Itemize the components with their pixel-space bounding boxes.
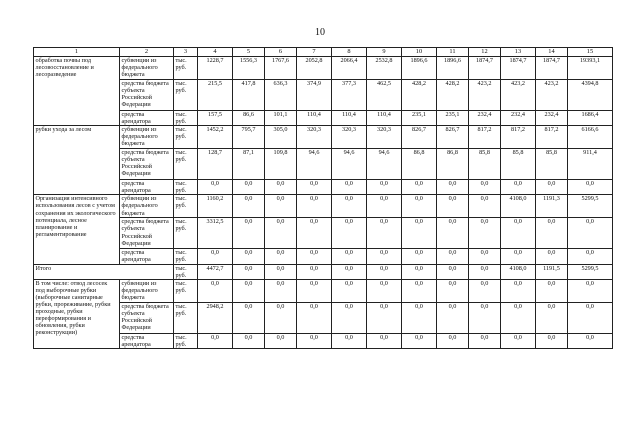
value-cell: 462,5 [367, 80, 402, 111]
value-cell: 374,9 [297, 80, 332, 111]
value-cell: 0,0 [297, 195, 332, 218]
value-cell: 0,0 [332, 302, 367, 333]
value-cell: 0,0 [469, 302, 501, 333]
value-cell: 0,0 [198, 249, 233, 264]
funding-source: субвенции из федерального бюджета [120, 57, 174, 80]
value-cell: 110,4 [332, 111, 367, 126]
column-number: 10 [402, 48, 437, 57]
table-row [34, 249, 613, 264]
unit-cell: тыс. руб. [174, 80, 198, 111]
value-cell: 1896,6 [437, 57, 469, 80]
value-cell: 0,0 [501, 333, 536, 348]
table-row [34, 279, 613, 302]
value-cell: 1228,7 [198, 57, 233, 80]
value-cell: 0,0 [332, 218, 367, 249]
table-row [34, 333, 613, 348]
value-cell: 235,1 [437, 111, 469, 126]
unit-cell: тыс. руб. [174, 180, 198, 195]
value-cell: 0,0 [536, 180, 568, 195]
value-cell: 417,8 [233, 80, 265, 111]
value-cell: 0,0 [469, 218, 501, 249]
value-cell: 0,0 [332, 333, 367, 348]
value-cell: 109,8 [265, 149, 297, 180]
value-cell: 0,0 [402, 180, 437, 195]
funding-source: средства арендатора [120, 111, 174, 126]
unit-cell: тыс. руб. [174, 149, 198, 180]
value-cell: 157,5 [198, 111, 233, 126]
unit-cell: тыс. руб. [174, 126, 198, 149]
table-row [34, 80, 613, 111]
value-cell: 0,0 [536, 333, 568, 348]
column-number: 7 [297, 48, 332, 57]
column-number: 13 [501, 48, 536, 57]
value-cell: 5299,5 [568, 264, 613, 279]
value-cell: 1160,2 [198, 195, 233, 218]
value-cell: 0,0 [265, 249, 297, 264]
unit-cell: тыс. руб. [174, 333, 198, 348]
value-cell: 0,0 [233, 180, 265, 195]
value-cell: 86,6 [233, 111, 265, 126]
value-cell: 0,0 [437, 195, 469, 218]
value-cell: 232,4 [501, 111, 536, 126]
value-cell: 6166,6 [568, 126, 613, 149]
value-cell: 0,0 [469, 180, 501, 195]
value-cell: 0,0 [367, 195, 402, 218]
value-cell: 0,0 [265, 180, 297, 195]
value-cell: 0,0 [265, 218, 297, 249]
value-cell: 0,0 [402, 264, 437, 279]
activity-name: Итого [34, 264, 174, 279]
value-cell: 0,0 [233, 302, 265, 333]
table-row [34, 126, 613, 149]
value-cell: 817,2 [536, 126, 568, 149]
table-row [34, 180, 613, 195]
value-cell: 0,0 [402, 218, 437, 249]
value-cell: 795,7 [233, 126, 265, 149]
value-cell: 94,6 [332, 149, 367, 180]
value-cell: 817,2 [469, 126, 501, 149]
value-cell: 0,0 [297, 264, 332, 279]
column-number: 2 [120, 48, 174, 57]
value-cell: 0,0 [265, 264, 297, 279]
value-cell: 0,0 [265, 279, 297, 302]
table-row [34, 57, 613, 80]
value-cell: 423,2 [501, 80, 536, 111]
value-cell: 0,0 [501, 279, 536, 302]
value-cell: 0,0 [332, 180, 367, 195]
value-cell: 0,0 [233, 249, 265, 264]
funding-source: субвенции из федерального бюджета [120, 279, 174, 302]
value-cell: 0,0 [233, 333, 265, 348]
activity-name: обработка почвы под лесовосстановление и лесоразведение [34, 57, 120, 126]
value-cell: 826,7 [402, 126, 437, 149]
value-cell: 0,0 [437, 302, 469, 333]
value-cell: 0,0 [367, 249, 402, 264]
table-row [34, 218, 613, 249]
value-cell: 86,8 [402, 149, 437, 180]
column-number: 3 [174, 48, 198, 57]
value-cell: 101,1 [265, 111, 297, 126]
header-row [34, 48, 613, 57]
table-row [34, 111, 613, 126]
value-cell: 0,0 [297, 333, 332, 348]
unit-cell: тыс. руб. [174, 111, 198, 126]
value-cell: 0,0 [233, 279, 265, 302]
budget-table [33, 47, 613, 349]
value-cell: 0,0 [297, 302, 332, 333]
value-cell: 0,0 [332, 264, 367, 279]
value-cell: 2066,4 [332, 57, 367, 80]
value-cell: 1556,3 [233, 57, 265, 80]
unit-cell: тыс. руб. [174, 218, 198, 249]
value-cell: 0,0 [367, 180, 402, 195]
value-cell: 0,0 [469, 333, 501, 348]
funding-source: средства арендатора [120, 180, 174, 195]
value-cell: 0,0 [402, 195, 437, 218]
value-cell: 4472,7 [198, 264, 233, 279]
value-cell: 0,0 [568, 249, 613, 264]
value-cell: 428,2 [437, 80, 469, 111]
value-cell: 0,0 [367, 333, 402, 348]
column-number: 9 [367, 48, 402, 57]
value-cell: 85,8 [469, 149, 501, 180]
value-cell: 0,0 [568, 302, 613, 333]
value-cell: 2948,2 [198, 302, 233, 333]
value-cell: 1452,2 [198, 126, 233, 149]
activity-name: Организация интенсивного использования лесов с учетом сохранения их экологического потенциала, лесное планирование и регламентирование [34, 195, 120, 264]
value-cell: 0,0 [437, 333, 469, 348]
value-cell: 0,0 [367, 218, 402, 249]
unit-cell: тыс. руб. [174, 264, 198, 279]
funding-source: средства арендатора [120, 249, 174, 264]
value-cell: 0,0 [332, 249, 367, 264]
value-cell: 0,0 [437, 249, 469, 264]
value-cell: 3312,5 [198, 218, 233, 249]
activity-name: В том числе: отвод лесосек под выборочные рубки (выборочные санитарные рубки, прореживание, рубки проходные, рубки переформирования и обновления, рубки реконструкции) [34, 279, 120, 348]
value-cell: 0,0 [402, 279, 437, 302]
value-cell: 1874,7 [501, 57, 536, 80]
value-cell: 5299,5 [568, 195, 613, 218]
value-cell: 0,0 [265, 302, 297, 333]
value-cell: 232,4 [469, 111, 501, 126]
table-row [34, 149, 613, 180]
column-number: 11 [437, 48, 469, 57]
unit-cell: тыс. руб. [174, 302, 198, 333]
value-cell: 0,0 [367, 302, 402, 333]
activity-name: рубки ухода за лесом [34, 126, 120, 195]
value-cell: 0,0 [297, 218, 332, 249]
column-number: 8 [332, 48, 367, 57]
value-cell: 4108,0 [501, 195, 536, 218]
value-cell: 0,0 [536, 218, 568, 249]
value-cell: 110,4 [297, 111, 332, 126]
value-cell: 320,3 [297, 126, 332, 149]
value-cell: 1191,3 [536, 195, 568, 218]
value-cell: 0,0 [402, 249, 437, 264]
value-cell: 128,7 [198, 149, 233, 180]
value-cell: 0,0 [437, 180, 469, 195]
column-number: 4 [198, 48, 233, 57]
value-cell: 0,0 [469, 249, 501, 264]
value-cell: 232,4 [536, 111, 568, 126]
value-cell: 0,0 [469, 264, 501, 279]
value-cell: 1686,4 [568, 111, 613, 126]
value-cell: 817,2 [501, 126, 536, 149]
value-cell: 0,0 [568, 180, 613, 195]
value-cell: 1767,6 [265, 57, 297, 80]
value-cell: 0,0 [501, 218, 536, 249]
value-cell: 94,6 [367, 149, 402, 180]
value-cell: 86,8 [437, 149, 469, 180]
value-cell: 0,0 [501, 249, 536, 264]
value-cell: 305,0 [265, 126, 297, 149]
value-cell: 0,0 [297, 180, 332, 195]
value-cell: 4394,8 [568, 80, 613, 111]
unit-cell: тыс. руб. [174, 249, 198, 264]
page-number: 10 [315, 27, 325, 38]
unit-cell: тыс. руб. [174, 195, 198, 218]
column-number: 14 [536, 48, 568, 57]
value-cell: 1874,7 [536, 57, 568, 80]
value-cell: 911,4 [568, 149, 613, 180]
value-cell: 0,0 [437, 218, 469, 249]
value-cell: 0,0 [332, 195, 367, 218]
value-cell: 320,3 [332, 126, 367, 149]
value-cell: 2532,8 [367, 57, 402, 80]
value-cell: 320,3 [367, 126, 402, 149]
value-cell: 110,4 [367, 111, 402, 126]
value-cell: 0,0 [367, 279, 402, 302]
value-cell: 0,0 [501, 302, 536, 333]
value-cell: 0,0 [469, 279, 501, 302]
value-cell: 2052,8 [297, 57, 332, 80]
value-cell: 0,0 [233, 218, 265, 249]
value-cell: 0,0 [297, 279, 332, 302]
column-number: 15 [568, 48, 613, 57]
value-cell: 0,0 [437, 279, 469, 302]
value-cell: 0,0 [568, 218, 613, 249]
value-cell: 0,0 [198, 180, 233, 195]
value-cell: 1191,5 [536, 264, 568, 279]
value-cell: 0,0 [402, 333, 437, 348]
column-number: 12 [469, 48, 501, 57]
value-cell: 0,0 [501, 180, 536, 195]
value-cell: 0,0 [233, 195, 265, 218]
value-cell: 0,0 [367, 264, 402, 279]
value-cell: 4108,0 [501, 264, 536, 279]
value-cell: 0,0 [536, 249, 568, 264]
value-cell: 423,2 [536, 80, 568, 111]
table-row [34, 264, 613, 279]
unit-cell: тыс. руб. [174, 57, 198, 80]
value-cell: 235,1 [402, 111, 437, 126]
value-cell: 1896,6 [402, 57, 437, 80]
value-cell: 87,1 [233, 149, 265, 180]
value-cell: 19393,1 [568, 57, 613, 80]
value-cell: 85,8 [536, 149, 568, 180]
funding-source: средства бюджета субъекта Российской Федерации [120, 218, 174, 249]
value-cell: 0,0 [568, 279, 613, 302]
value-cell: 0,0 [233, 264, 265, 279]
funding-source: средства арендатора [120, 333, 174, 348]
table-row [34, 302, 613, 333]
value-cell: 0,0 [437, 264, 469, 279]
value-cell: 428,2 [402, 80, 437, 111]
unit-cell: тыс. руб. [174, 279, 198, 302]
value-cell: 0,0 [536, 279, 568, 302]
value-cell: 0,0 [536, 302, 568, 333]
value-cell: 0,0 [332, 279, 367, 302]
column-number: 1 [34, 48, 120, 57]
value-cell: 0,0 [402, 302, 437, 333]
column-number: 5 [233, 48, 265, 57]
funding-source: субвенции из федерального бюджета [120, 126, 174, 149]
value-cell: 377,3 [332, 80, 367, 111]
value-cell: 0,0 [265, 333, 297, 348]
column-number: 6 [265, 48, 297, 57]
value-cell: 85,8 [501, 149, 536, 180]
value-cell: 636,3 [265, 80, 297, 111]
value-cell: 826,7 [437, 126, 469, 149]
funding-source: средства бюджета субъекта Российской Федерации [120, 80, 174, 111]
value-cell: 1874,7 [469, 57, 501, 80]
table-row [34, 195, 613, 218]
value-cell: 0,0 [568, 333, 613, 348]
funding-source: субвенции из федерального бюджета [120, 195, 174, 218]
value-cell: 0,0 [198, 279, 233, 302]
value-cell: 0,0 [198, 333, 233, 348]
value-cell: 0,0 [469, 195, 501, 218]
value-cell: 0,0 [297, 249, 332, 264]
funding-source: средства бюджета субъекта Российской Федерации [120, 302, 174, 333]
value-cell: 423,2 [469, 80, 501, 111]
value-cell: 94,6 [297, 149, 332, 180]
value-cell: 215,5 [198, 80, 233, 111]
funding-source: средства бюджета субъекта Российской Федерации [120, 149, 174, 180]
value-cell: 0,0 [265, 195, 297, 218]
